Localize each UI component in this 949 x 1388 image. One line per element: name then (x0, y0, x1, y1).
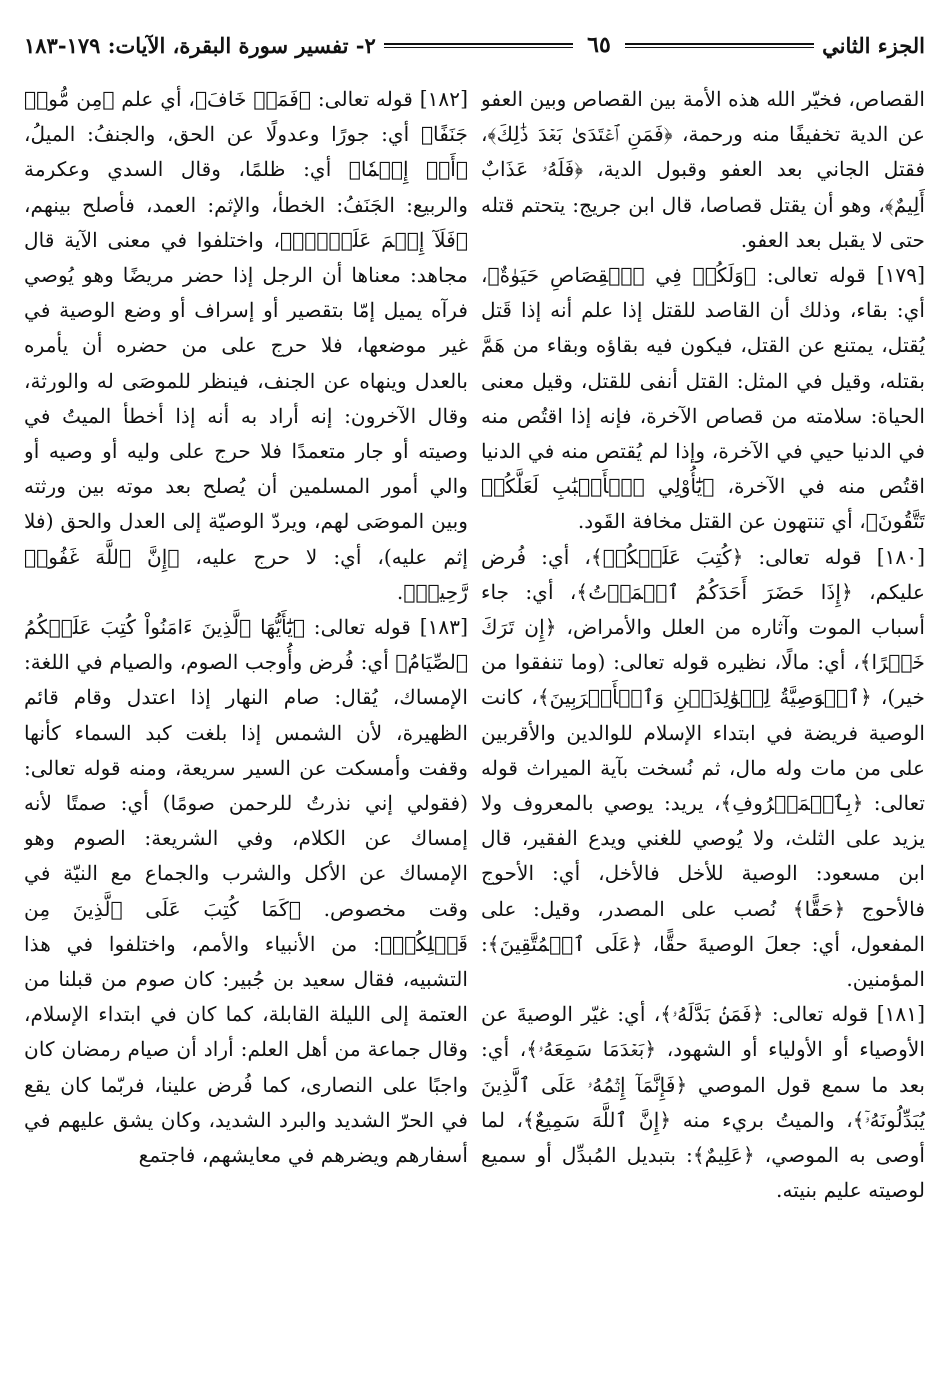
part-label: الجزء الثاني (822, 32, 925, 58)
page-number: ٦٥ (587, 32, 611, 58)
paragraph: [١٨٠] قوله تعالى: ﴿كُتِبَ عَلَيۡكُمۡ﴾، أي: فُرض عليكم، ﴿إِذَا حَضَرَ أَحَدَكُمُ ٱلۡمَوۡتُ﴾، أي: جاء أسباب الموت وآثاره من العلل والأمراض، ﴿إِن تَرَكَ خَيۡرًا﴾، أي: مالًا، نظيره قوله تعالى: (وما تنفقوا من خير)، ﴿ٱلۡوَصِيَّةُ لِلۡوَٰلِدَيۡنِ وَٱلۡأَقۡرَبِينَ﴾، كانت الوصية فريضة في ابتداء الإسلام للوالدين والأقربين على من مات وله مال، ثم نُسخت بآية الميراث قوله تعالى: ﴿بِٱلۡمَعۡرُوفِ﴾، يريد: يوصي بالمعروف ولا يزيد على الثلث، ولا يُوصي للغني ويدع الفقير، قال ابن مسعود: الوصية للأخل فالأخل، أي: الأحوج فالأحوج ﴿حَقًّا﴾ نُصب على المصدر، وقيل: على المفعول، أي: جعلَ الوصيةَ حقًّا، ﴿عَلَى ٱلۡمُتَّقِينَ﴾: المؤمنين. (481, 544, 925, 992)
paragraph: [١٨٣] قوله تعالى: ﴿يَٰٓأَيُّهَا ٱلَّذِينَ ءَامَنُواْ كُتِبَ عَلَيۡكُمُ ٱلصِّيَامُ﴾ أي: فُرض وأُوجب الصوم، والصيام في اللغة: الإمساك، يُقال: صام النهار إذا اعتدل وقام قائم الظهيرة، لأن الشمس إذا بلغت كبد السماء كأنها وقفت وأمسكت عن السير سريعة، ومنه قوله تعالى: (فقولي إني نذرتُ للرحمن صومًا) أي: صمتًا لأنه إمساك عن الكلام، وفي الشريعة: الصوم وهو الإمساك عن الأكل والشرب والجماع مع النيّة في وقت مخصوص. ﴿كَمَا كُتِبَ عَلَى ٱلَّذِينَ مِن قَبۡلِكُمۡ﴾: من الأنبياء والأمم، واختلفوا في هذا التشبيه، فقال سعيد بن جُبير: كان صوم من قبلنا من العتمة إلى الليلة القابلة، كما كان في ابتداء الإسلام، وقال جماعة من أهل العلم: أراد أن صيام رمضان كان واجبًا على النصارى، كما فُرض علينا، فربّما كان يقع في الحرّ الشديد والبرد الشديد، وكان يشق عليهم في أسفارهم ويضرهم في معايشهم، فاجتمع (24, 615, 468, 1168)
header-rule-left (384, 43, 573, 48)
paragraph: [١٨١] قوله تعالى: ﴿فَمَنۢ بَدَّلَهُۥ﴾، أي: غيّر الوصيةَ عن الأوصياء أو الأولياء أو الشهود، ﴿بَعۡدَمَا سَمِعَهُۥ﴾، أي: بعد ما سمع قول الموصي ﴿فَإِنَّمَآ إِثۡمُهُۥ عَلَى ٱلَّذِينَ يُبَدِّلُونَهُۥٓ﴾، والميتُ بريء منه ﴿إِنَّ ٱللَّهَ سَمِيعٌ﴾، لما أوصى به الموصي، ﴿عَلِيمٌ﴾: بتبديل المُبدِّل أو سميع لوصيته عليم بنيته. (481, 1002, 925, 1203)
chapter-title: ٢- تفسير سورة البقرة، الآيات: ١٧٩-١٨٣ (24, 32, 376, 58)
page-header (24, 22, 925, 68)
right-column (481, 82, 925, 1372)
paragraph: القصاص، فخيّر الله هذه الأمة بين القصاص وبين العفو عن الدية تخفيفًا منه ورحمة، ﴿فَمَنِ ٱعۡتَدَىٰ بَعۡدَ ذَٰلِكَ﴾، فقتل الجاني بعد العفو وقبول الدية، ﴿فَلَهُۥ عَذَابٌ أَلِيمٌ﴾، وهو أن يقتل قصاصا، قال ابن جريج: يتحتم قتله حتى لا يقبل بعد العفو. (481, 87, 925, 252)
paragraph: [١٨٢] قوله تعالى: ﴿فَمَنۡ خَافَ﴾، أي علم ﴿مِن مُّوصٖ جَنَفًا﴾ أي: جورًا وعدولًا عن الحق، والجنفُ: الميلُ، ﴿أَوۡ إِثۡمٗا﴾ أي: ظلمًا، وقال السدي وعكرمة والربيع: الجَنَفُ: الخطأ، والإثم: العمد، فأصلح بينهم، ﴿فَلَآ إِثۡمَ عَلَيۡهِۚ﴾، واختلفوا في معنى الآية قال مجاهد: معناها أن الرجل إذا حضر مريضًا وهو يُوصي فرآه يميل إمّا بتقصير أو إسراف أو وضع الوصية في غير موضعها، فلا حرج على من حضره أن يأمره بالعدل وينهاه عن الجنف، فينظر للموصَى له والورثة، وقال الآخرون: إنه أراد به أنه إذا أخطأ الميتُ في وصيته أو جار متعمدًا فلا حرج على وليه أو وصيه أو والي أمور المسلمين أن يُصلح بعد موته بين ورثته وبين الموصَى لهم، ويردّ الوصيّة إلى العدل والحق (فلا إثم عليه)، أي: لا حرج عليه، ﴿إِنَّ ٱللَّهَ غَفُورٞ رَّحِيمٞ﴾. (24, 87, 468, 604)
header-rule-right (625, 43, 814, 48)
left-column (24, 82, 468, 1372)
header-center (384, 32, 814, 58)
paragraph: [١٧٩] قوله تعالى: ﴿وَلَكُمۡ فِي ٱلۡقِصَاصِ حَيَوٰةٌ﴾، أي: بقاء، وذلك أن القاصد للقتل إذا علم أنه إذا قَتل يُقتل، يمتنع عن القتل، فيكون فيه بقاؤه وبقاء من هَمَّ بقتله، وقيل في المثل: القتل أنفى للقتل، وقيل معنى الحياة: سلامته من قصاص الآخرة، فإنه إذا اقتُص منه في الدنيا حيي في الآخرة، وإذا لم يُقتص منه في الدنيا اقتُص منه في الآخرة، ﴿يَٰٓأُوْلِي ٱلۡأَلۡبَٰبِ لَعَلَّكُمۡ تَتَّقُونَ﴾، أي تنتهون عن القتل مخافة القَود. (481, 263, 925, 534)
